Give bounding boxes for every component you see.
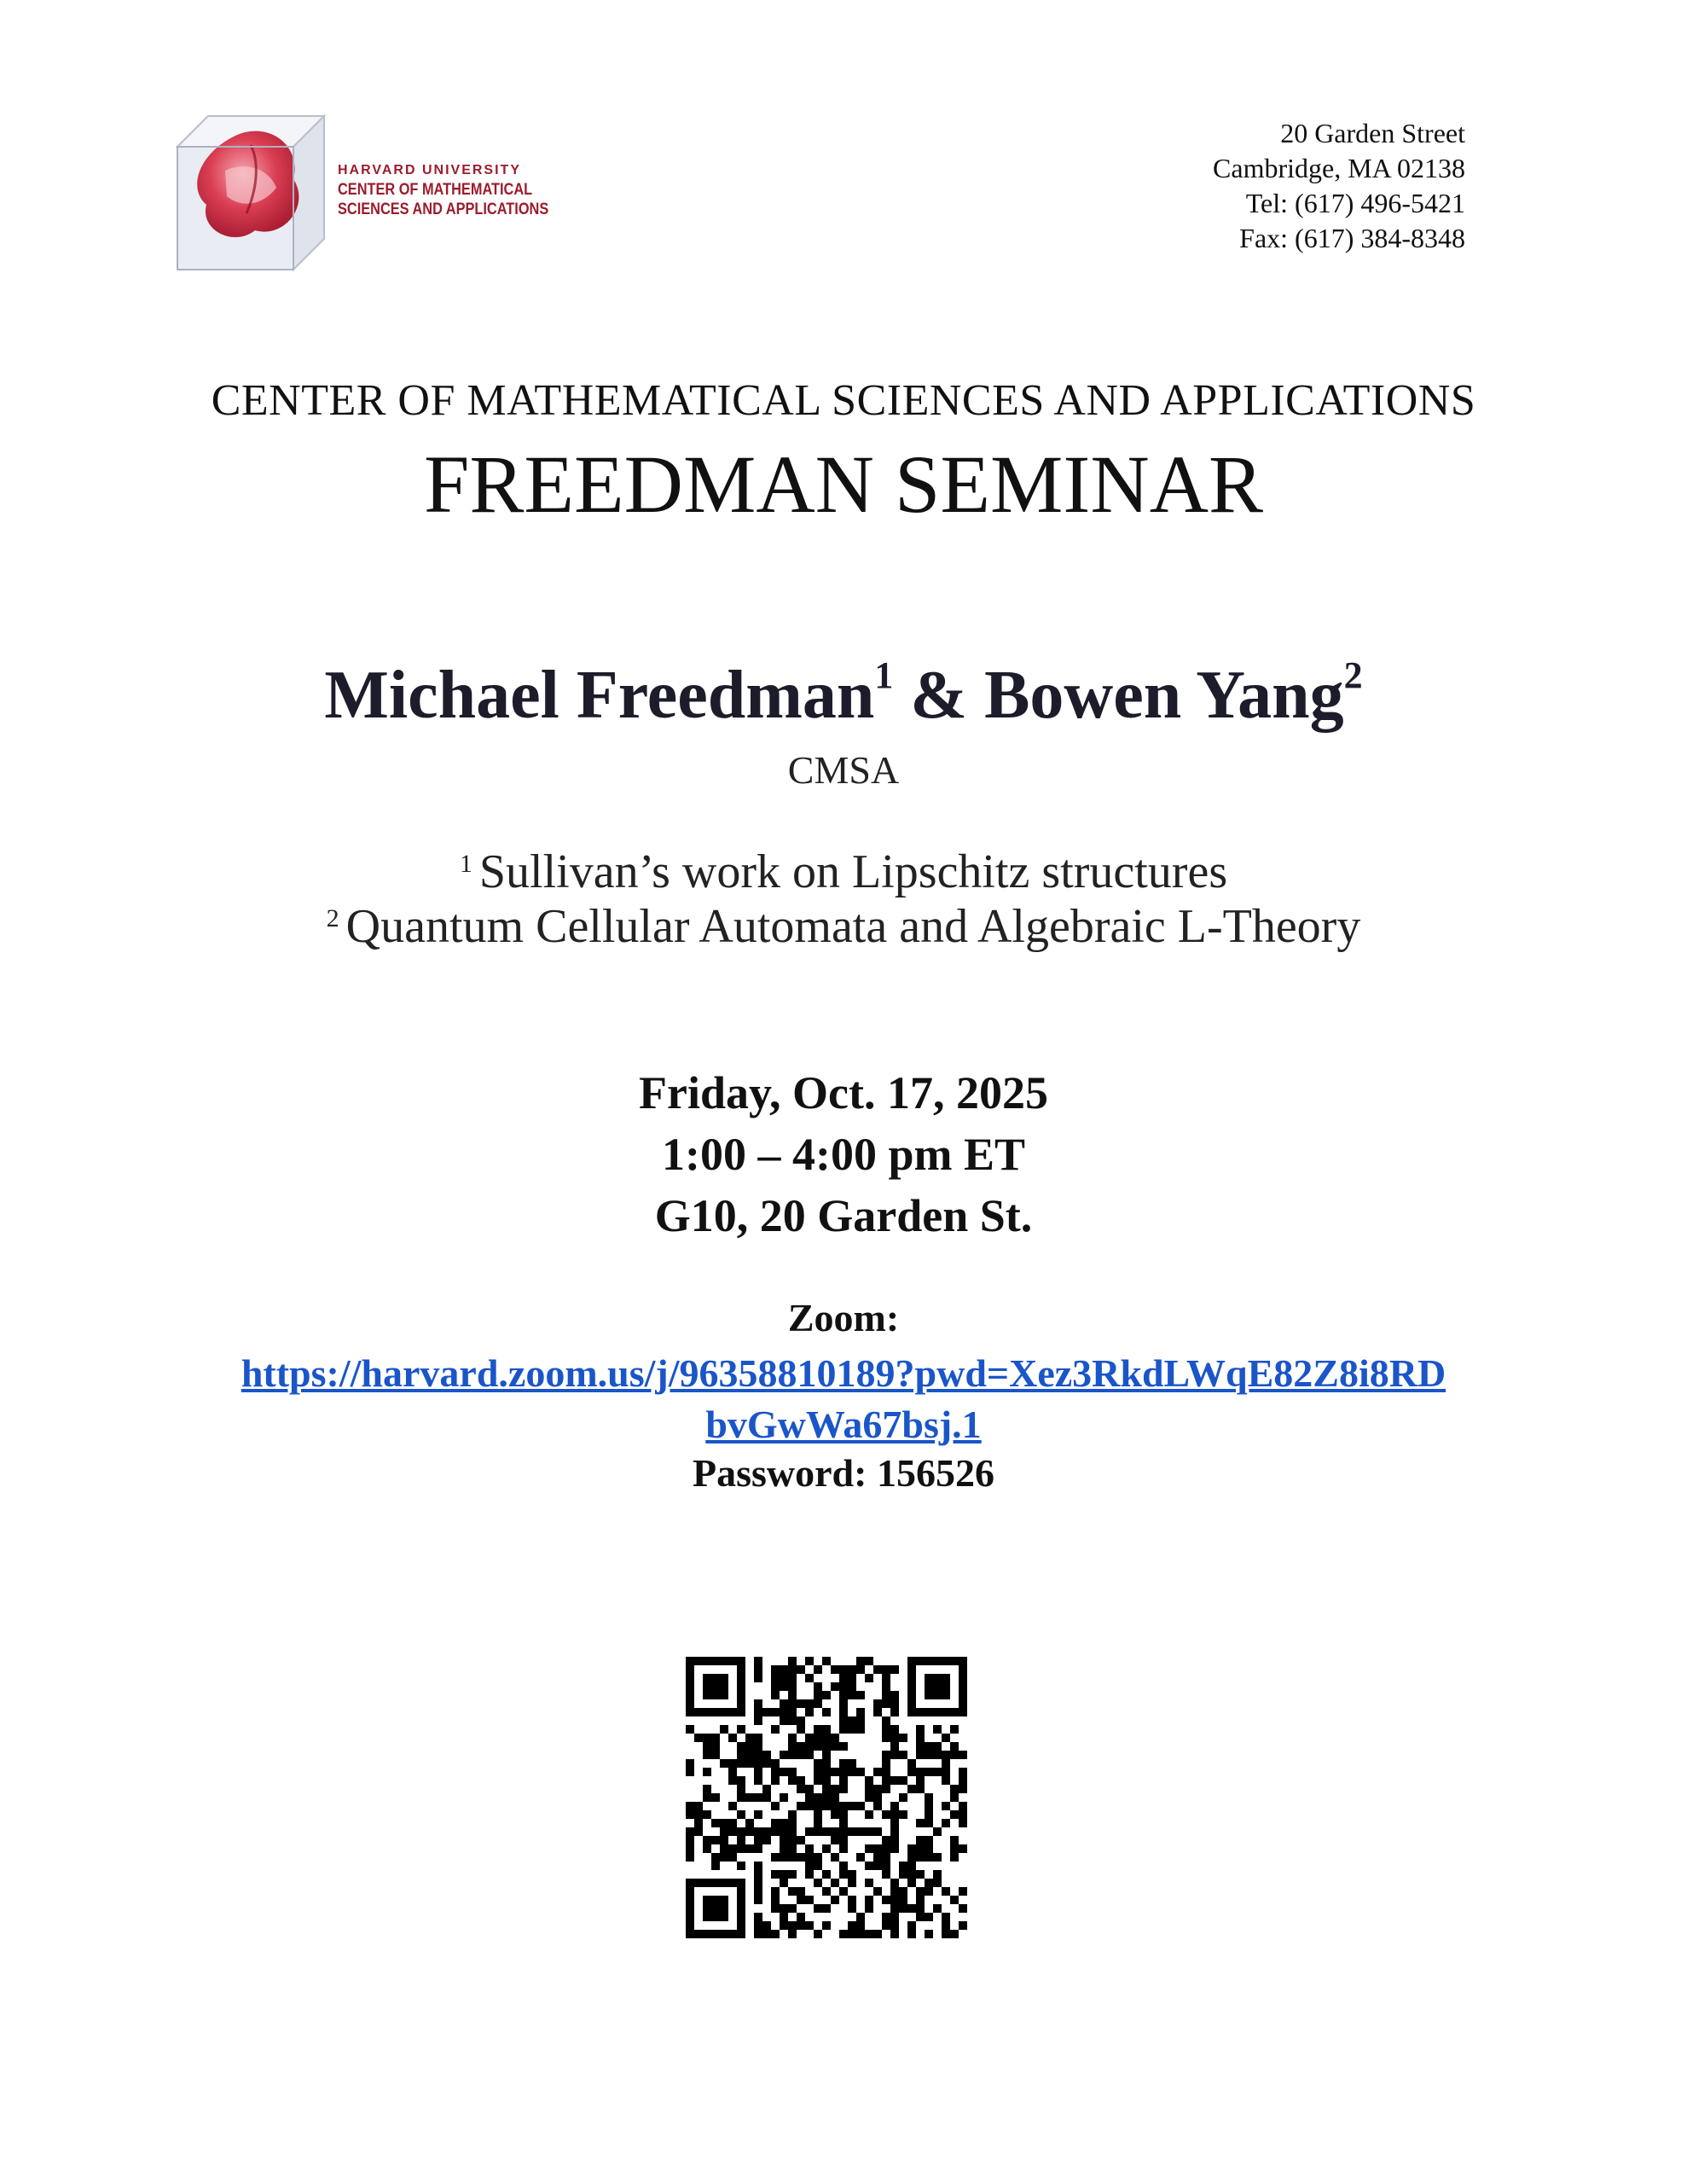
event-location: G10, 20 Garden St. <box>654 1190 1033 1241</box>
speaker-name-1: Michael Freedman <box>324 658 875 733</box>
logo-wordmark <box>338 160 583 219</box>
speaker-footnote-mark-1: 1 <box>874 654 894 696</box>
seminar-title: FREEDMAN SEMINAR <box>423 439 1264 530</box>
qr-code-icon[interactable] <box>686 1657 967 1938</box>
logo-line-3: SCIENCES AND APPLICATIONS <box>338 200 549 218</box>
speaker-name-2: Bowen Yang <box>984 658 1344 733</box>
logo-line-1: HARVARD UNIVERSITY <box>338 163 521 177</box>
address-block <box>1213 116 1465 256</box>
cmsa-cube-logo-icon <box>174 111 328 273</box>
talk-mark-2: 2 <box>326 904 339 932</box>
talk-title-1 <box>0 845 1687 899</box>
event-time: 1:00 – 4:00 pm ET <box>661 1129 1025 1180</box>
speakers-line <box>0 654 1687 735</box>
speaker-affiliation: CMSA <box>787 748 900 792</box>
address-line: Tel: (617) 496-5421 <box>1245 188 1465 218</box>
address-line: Cambridge, MA 02138 <box>1213 153 1465 183</box>
cmsa-logo <box>174 111 549 273</box>
zoom-password: Password: 156526 <box>693 1451 994 1495</box>
organization-title: CENTER OF MATHEMATICAL SCIENCES AND APPLICATIONS <box>211 376 1476 425</box>
speaker-footnote-mark-2: 2 <box>1343 654 1363 696</box>
event-date: Friday, Oct. 17, 2025 <box>639 1067 1048 1118</box>
talk-title-2 <box>0 899 1687 954</box>
talk-title-text-1: Sullivan’s work on Lipschitz structures <box>478 845 1228 898</box>
logo-line-2: CENTER OF MATHEMATICAL <box>338 181 533 199</box>
zoom-link-line-1[interactable]: https://harvard.zoom.us/j/96358810189?pwd=Xez3RkdLWqE82Z8i8RD <box>241 1351 1446 1395</box>
talk-title-text-2: Quantum Cellular Automata and Algebraic L-Theory <box>345 900 1361 953</box>
address-line: 20 Garden Street <box>1280 118 1465 148</box>
zoom-link-line-2[interactable]: bvGwWa67bsj.1 <box>705 1403 982 1446</box>
qr-code-graphic <box>686 1657 967 1938</box>
address-line: Fax: (617) 384-8348 <box>1239 223 1465 253</box>
zoom-label: Zoom: <box>787 1296 900 1339</box>
speaker-joiner: & <box>893 658 985 733</box>
talk-mark-1: 1 <box>459 850 472 878</box>
